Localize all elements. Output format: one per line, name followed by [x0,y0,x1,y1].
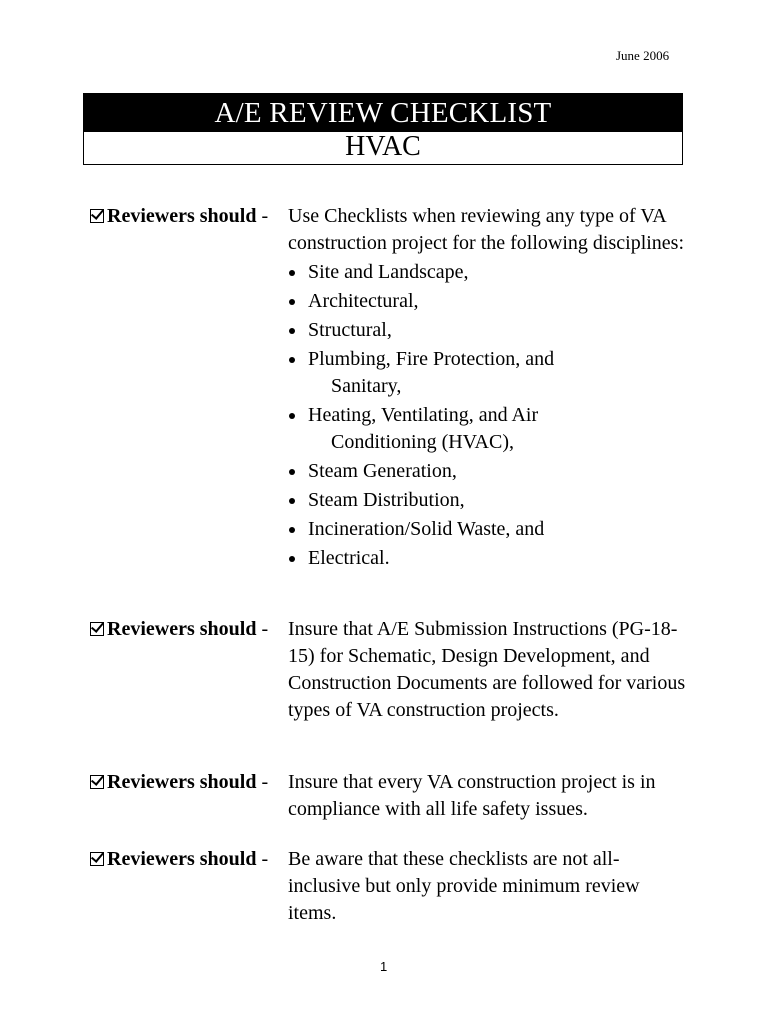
list-item: Structural, [288,317,688,344]
list-item: Steam Distribution, [288,487,688,514]
item-text: Use Checklists when reviewing any type of VA construction project for the following disciplines: [288,205,685,254]
item-dash: - [261,618,269,640]
document-date: June 2006 [616,48,670,63]
bullet-icon [289,357,295,363]
list-item: Heating, Ventilating, and Air Conditioning (HVAC), [288,402,688,456]
checkbox-checked-icon [90,622,104,636]
bullet-icon [289,299,295,305]
checkbox-checked-icon [90,852,104,866]
bullet-icon [289,498,295,504]
list-item: Architectural, [288,288,688,315]
list-item: Electrical. [288,545,688,572]
document-subtitle: HVAC [345,131,421,162]
list-item: Incineration/Solid Waste, and [288,516,688,543]
checkbox-checked-icon [90,209,104,223]
item-text: Insure that every VA construction project is in compliance with all life safety issues. [288,771,656,820]
page-number: 1 [380,959,388,974]
discipline-list [288,259,688,572]
item-text: Insure that A/E Submission Instructions (PG-18-15) for Schematic, Design Development, and Construction Documents are followed for various types of VA construction projects. [288,618,686,721]
item-lead-label: Reviewers should [107,848,257,870]
item-lead-label: Reviewers should [107,618,257,640]
list-item: Plumbing, Fire Protection, and Sanitary, [288,346,688,400]
item-lead-label: Reviewers should [107,771,257,793]
item-dash: - [261,848,269,870]
document-title: A/E REVIEW CHECKLIST [84,94,682,132]
item-text: Be aware that these checklists are not all-inclusive but only provide minimum review items. [288,848,640,924]
item-dash: - [261,771,269,793]
item-lead-label: Reviewers should [107,205,257,227]
list-item: Site and Landscape, [288,259,688,286]
item-lead [90,616,268,643]
title-box [83,93,683,165]
list-item: Steam Generation, [288,458,688,485]
bullet-icon [289,328,295,334]
bullet-icon [289,413,295,419]
item-lead [90,203,268,230]
bullet-icon [289,527,295,533]
item-body [288,203,688,572]
item-dash: - [261,205,269,227]
bullet-icon [289,469,295,475]
item-lead [90,846,268,873]
bullet-icon [289,556,295,562]
item-lead [90,769,268,796]
checkbox-checked-icon [90,775,104,789]
bullet-icon [289,270,295,276]
